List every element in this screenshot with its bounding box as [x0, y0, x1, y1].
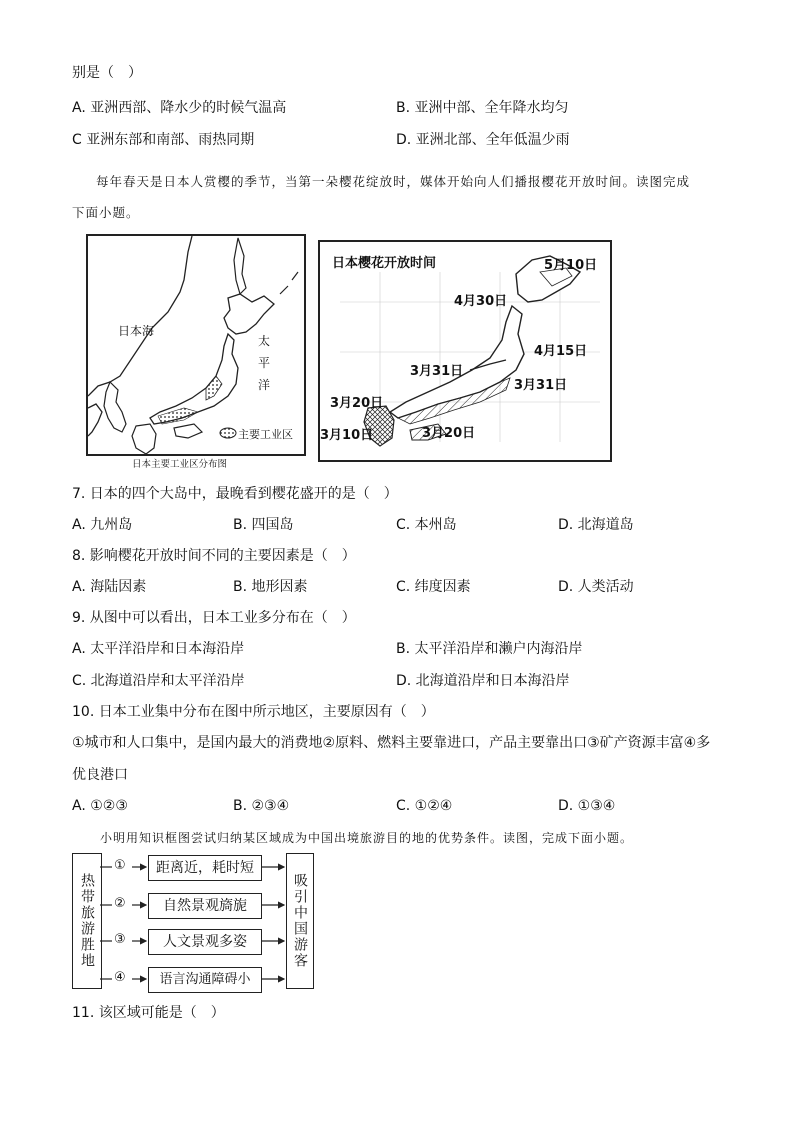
q7-stem: 7. 日本的四个大岛中，最晚看到樱花盛开的是（ ） [72, 486, 398, 502]
option-b: B. 亚洲中部、全年降水均匀 [396, 100, 569, 116]
q9-stem: 9. 从图中可以看出，日本工业多分布在（ ） [72, 610, 356, 626]
option-c: C 亚洲东部和南部、雨热同期 [72, 132, 255, 148]
q10-body-line2: 优良港口 [72, 767, 128, 783]
diagram-item-3: 人文景观多姿 [148, 929, 262, 955]
q10-option-c: C. ①②④ [396, 798, 453, 814]
q9-option-c: C. 北海道沿岸和太平洋沿岸 [72, 673, 245, 689]
q7-option-c: C. 本州岛 [396, 517, 457, 533]
diagram-num-1: ① [114, 858, 126, 873]
question-stem-tail: 别是（ ） [72, 65, 142, 81]
date-apr30: 4月30日 [454, 294, 508, 309]
q11-stem: 11. 该区域可能是（ ） [72, 1005, 225, 1021]
q8-option-d: D. 人类活动 [558, 579, 634, 595]
intro-paragraph-2: 小明用知识框图尝试归纳某区域成为中国出境旅游目的地的优势条件。读图，完成下面小题。 [100, 831, 634, 845]
legend-industrial-zone: 主要工业区 [238, 428, 293, 441]
pacific-label-3: 洋 [258, 378, 271, 392]
q8-option-b: B. 地形因素 [233, 579, 308, 595]
diagram-num-3: ③ [114, 932, 126, 947]
diagram-item-2: 自然景观旖旎 [148, 893, 262, 919]
date-mar20-a: 3月20日 [330, 396, 384, 411]
sea-of-japan-label: 日本海 [118, 324, 155, 338]
q8-option-c: C. 纬度因素 [396, 579, 471, 595]
q7-option-b: B. 四国岛 [233, 517, 294, 533]
intro-paragraph-line1: 每年春天是日本人赏樱的季节，当第一朵樱花绽放时，媒体开始向人们播报樱花开放时间。读图完成 [96, 174, 691, 189]
industrial-map [86, 234, 306, 456]
diagram-left-box [72, 853, 102, 989]
date-may10: 5月10日 [544, 258, 598, 273]
diagram-right-box [286, 853, 314, 989]
pacific-label-1: 太 [258, 334, 271, 348]
q10-option-a: A. ①②③ [72, 798, 128, 814]
date-mar10: 3月10日 [320, 428, 374, 443]
q7-option-d: D. 北海道岛 [558, 517, 634, 533]
q9-option-d: D. 北海道沿岸和日本海沿岸 [396, 673, 570, 689]
q10-body-line1: ①城市和人口集中，是国内最大的消费地②原料、燃料主要靠进口，产品主要靠出口③矿产资源丰富④多 [72, 735, 711, 751]
option-d: D. 亚洲北部、全年低温少雨 [396, 132, 570, 148]
q8-stem: 8. 影响樱花开放时间不同的主要因素是（ ） [72, 548, 356, 564]
japan-outline-icon [88, 236, 304, 454]
q10-option-d: D. ①③④ [558, 798, 616, 814]
diagram-item-4: 语言沟通障碍小 [148, 967, 262, 993]
date-mar31-a: 3月31日 [410, 364, 464, 379]
date-apr15: 4月15日 [534, 344, 588, 359]
diagram-right-label: 吸引中国游客 [292, 873, 308, 969]
diagram-left-label: 热带旅游胜地 [79, 873, 95, 969]
q9-option-b: B. 太平洋沿岸和濑户内海沿岸 [396, 641, 583, 657]
date-mar20-b: 3月20日 [422, 426, 476, 441]
diagram-num-2: ② [114, 896, 126, 911]
q9-option-a: A. 太平洋沿岸和日本海沿岸 [72, 641, 245, 657]
q7-option-a: A. 九州岛 [72, 517, 133, 533]
blossom-map-title: 日本樱花开放时间 [332, 256, 437, 271]
q10-stem: 10. 日本工业集中分布在图中所示地区，主要原因有（ ） [72, 704, 435, 720]
intro-paragraph-line2: 下面小题。 [72, 205, 140, 220]
option-a: A. 亚洲西部、降水少的时候气温高 [72, 100, 287, 116]
cherry-blossom-map [318, 240, 612, 462]
map-caption: 日本主要工业区分布图 [132, 459, 228, 470]
diagram-num-4: ④ [114, 970, 126, 985]
pacific-label-2: 平 [258, 356, 271, 370]
diagram-item-1: 距离近，耗时短 [148, 855, 262, 881]
date-mar31-b: 3月31日 [514, 378, 568, 393]
q8-option-a: A. 海陆因素 [72, 579, 147, 595]
q10-option-b: B. ②③④ [233, 798, 290, 814]
